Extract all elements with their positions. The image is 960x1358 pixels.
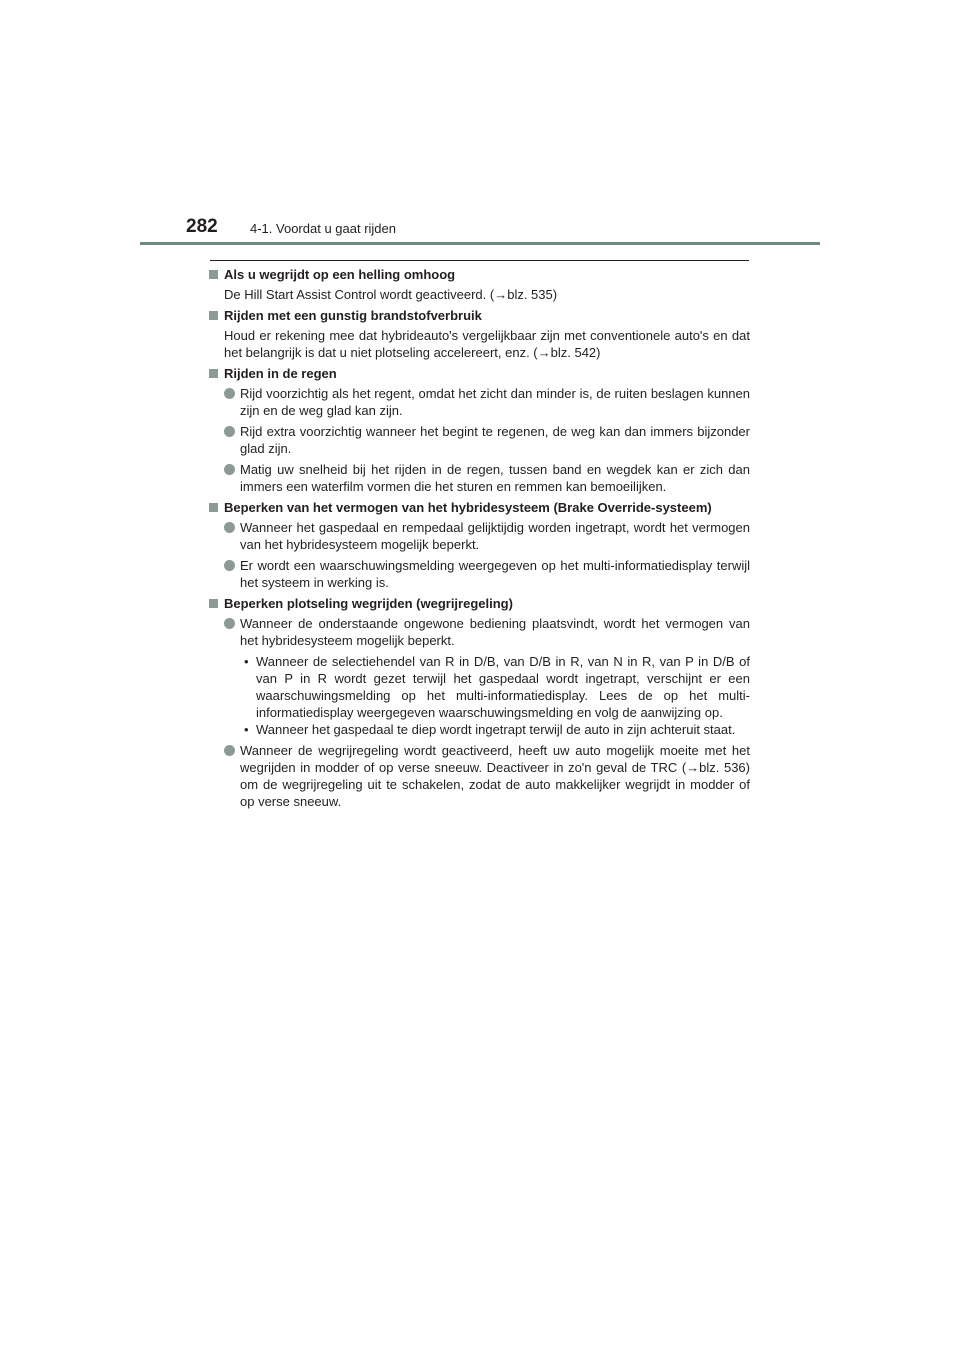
list-item [224,519,750,553]
list-item [224,385,750,419]
section-drive-start-control [209,595,750,810]
list-item-text: Wanneer de onderstaande ongewone bediening plaatsvindt, wordt het vermogen van het hybridesysteem mogelijk beperkt. [240,616,750,648]
section-paragraph [224,327,750,361]
heading-text: Beperken van het vermogen van het hybridesysteem (Brake Override-systeem) [224,500,712,515]
square-bullet-icon [209,270,218,279]
paragraph-text: De Hill Start Assist Control wordt geactiveerd. ( [224,287,495,302]
sub-list-item [240,721,750,738]
list-item [224,557,750,591]
list-item [224,742,750,810]
list-item-text: Wanneer de wegrijregeling wordt geactiveerd, heeft uw auto mogelijk moeite met het wegrijden in modder of op verse sneeuw. Deactiveer in zo'n geval de TRC ( [240,743,750,775]
section-rule [210,260,749,261]
section-rain [209,365,750,495]
page-content [209,266,750,814]
circle-bullet-icon [224,560,235,571]
page-reference: blz. 542) [550,345,601,360]
list-item [224,615,750,649]
list-item-text: Matig uw snelheid bij het rijden in de regen, tussen band en wegdek kan er zich dan immers een waterfilm vormen die het sturen en remmen kan bemoeilijken. [240,462,750,494]
dot-bullet-icon: • [244,722,249,737]
sub-list-item-text: Wanneer de selectiehendel van R in D/B, van D/B in R, van N in R, van P in D/B of van P in R wordt gezet terwijl het gaspedaal wordt ingetrapt, verschijnt er een waarschuwingsmelding op het multi-informatiedisplay. Lees de op het multi-informatiedisplay weergegeven waarschuwingsmelding en volg de aanwijzing op. [256,654,750,720]
section-hill-start [209,266,750,303]
arrow-icon: → [494,287,508,302]
square-bullet-icon [209,369,218,378]
section-heading [209,499,750,516]
section-heading [209,266,750,283]
chapter-title: 4-1. Voordat u gaat rijden [250,221,396,236]
circle-bullet-icon [224,745,235,756]
section-paragraph [224,286,750,303]
circle-bullet-icon [224,464,235,475]
arrow-icon: → [686,760,700,775]
list-item-text: Rijd extra voorzichtig wanneer het begint te regenen, de weg kan dan immers bijzonder glad zijn. [240,424,750,456]
heading-text: Rijden met een gunstig brandstofverbruik [224,308,482,323]
section-fuel-economy [209,307,750,361]
page-reference: blz. 536) om de wegrijregeling uit te schakelen, zodat de auto makkelijker wegrijdt in modder of op verse sneeuw. [240,760,750,809]
dot-bullet-icon: • [244,654,249,669]
sub-list-item [240,653,750,721]
square-bullet-icon [209,503,218,512]
section-heading [209,365,750,382]
paragraph-text: Houd er rekening mee dat hybrideauto's vergelijkbaar zijn met conventionele auto's en dat het belangrijk is dat u niet plotseling accelereert, enz. ( [224,328,750,360]
page-reference: blz. 535) [507,287,558,302]
list-item-text: Wanneer het gaspedaal en rempedaal gelijktijdig worden ingetrapt, wordt het vermogen van het hybridesysteem mogelijk beperkt. [240,520,750,552]
circle-bullet-icon [224,618,235,629]
heading-text: Als u wegrijdt op een helling omhoog [224,267,456,282]
square-bullet-icon [209,599,218,608]
list-item-text: Rijd voorzichtig als het regent, omdat het zicht dan minder is, de ruiten beslagen kunnen zijn en de weg glad kan zijn. [240,386,750,418]
heading-text: Rijden in de regen [224,366,337,381]
heading-text: Beperken plotseling wegrijden (wegrijregeling) [224,596,513,611]
list-item-text: Er wordt een waarschuwingsmelding weergegeven op het multi-informatiedisplay terwijl het systeem in werking is. [240,558,750,590]
square-bullet-icon [209,311,218,320]
section-heading [209,307,750,324]
list-item [224,461,750,495]
arrow-icon: → [537,345,551,360]
section-brake-override [209,499,750,591]
circle-bullet-icon [224,426,235,437]
list-item [224,423,750,457]
header-rule [140,242,820,245]
page-number: 282 [186,216,218,237]
circle-bullet-icon [224,388,235,399]
sub-list-item-text: Wanneer het gaspedaal te diep wordt ingetrapt terwijl de auto in zijn achteruit staat. [256,722,736,737]
circle-bullet-icon [224,522,235,533]
section-heading [209,595,750,612]
